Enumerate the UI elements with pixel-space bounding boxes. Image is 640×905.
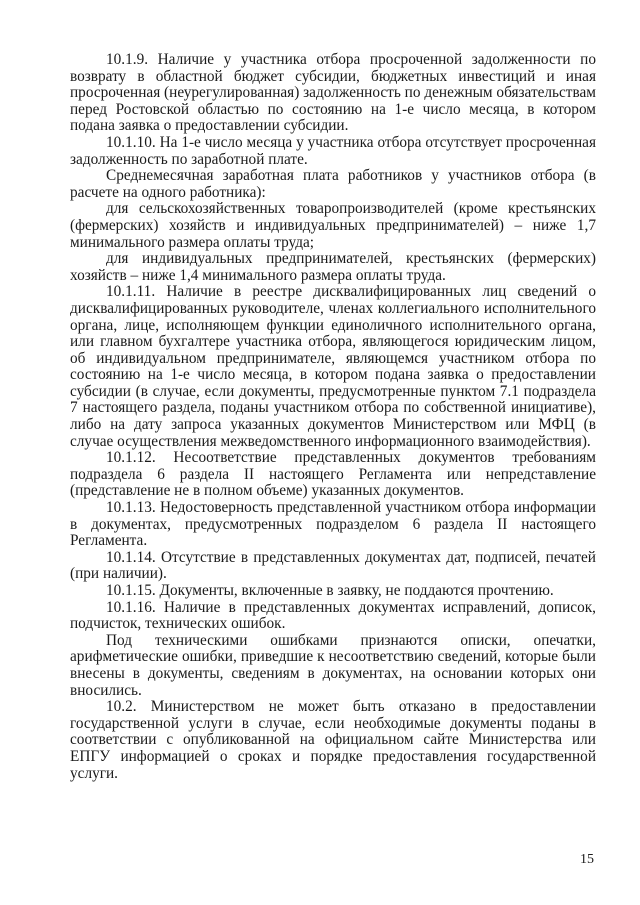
paragraph-10-1-11: 10.1.11. Наличие в реестре дисквалифицированных лиц сведений о дисквалифицированных руководителе, членах коллегиального исполнительного органа, лице, исполняющем функции единоличного исполнительного органа, или главном бухгалтере участника отбора, являющегося юридическим лицом, об индивидуальном предпринимателе, являющемся участником отбора по состоянию на 1-е число месяца, в котором подана заявка о предоставлении субсидии (в случае, если документы, предусмотренные пунктом 7.1 подраздела 7 настоящего раздела, поданы участником отбора по собственной инициативе), либо на дату запроса указанных документов Министерством или МФЦ (в случае осуществления межведомственного информационного взаимодействия). [70, 283, 596, 450]
paragraph-10-1-13: 10.1.13. Недостоверность представленной участником отбора информации в документах, предусмотренных подразделом 6 раздела II настоящего Регламента. [70, 499, 596, 550]
paragraph-technical-errors: Под техническими ошибками признаются описки, опечатки, арифметические ошибки, приведшие к несоответствию сведений, которые были внесены в документы, сведениям в документах, на основании которых они вносились. [70, 631, 596, 699]
document-page-body [70, 52, 596, 782]
paragraph-10-1-14: 10.1.14. Отсутствие в представленных документах дат, подписей, печатей (при наличии). [70, 548, 596, 583]
paragraph-average-salary: Среднемесячная заработная плата работников у участников отбора (в расчете на одного работника): [70, 167, 596, 201]
paragraph-10-1-15: 10.1.15. Документы, включенные в заявку, не поддаются прочтению. [106, 582, 554, 599]
paragraph-10-1-10: 10.1.10. На 1-е число месяца у участника отбора отсутствует просроченная задолженность по заработной плате. [70, 133, 596, 168]
paragraph-10-1-16: 10.1.16. Наличие в представленных документах исправлений, дописок, подчисток, технических ошибок. [70, 598, 596, 633]
paragraph-10-1-12: 10.1.12. Несоответствие представленных документов требованиям подраздела 6 раздела II настоящего Регламента или непредставление (представление не в полном объеме) указанных документов. [70, 449, 596, 500]
paragraph-10-1-9: 10.1.9. Наличие у участника отбора просроченной задолженности по возврату в областной бюджет субсидии, бюджетных инвестиций и иная просроченная (неурегулированная) задолженность по денежным обязательствам перед Ростовской областью по состоянию на 1-е число месяца, в котором подана заявка о предоставлении субсидии. [70, 51, 596, 135]
paragraph-10-2: 10.2. Министерством не может быть отказано в предоставлении государственной услуги в случае, если необходимые документы поданы в соответствии с опубликованной на официальном сайте Министерства или ЕПГУ информацией о сроках и порядке предоставления государственной услуги. [70, 698, 596, 782]
paragraph-agricultural-producers: для сельскохозяйственных товаропроизводителей (кроме крестьянских (фермерских) хозяйств и индивидуальных предпринимателей) – ниже 1,7 минимального размера оплаты труда; [70, 200, 596, 251]
paragraph-individual-entrepreneurs: для индивидуальных предпринимателей, крестьянских (фермерских) хозяйств – ниже 1,4 минимального размера оплаты труда. [70, 250, 596, 284]
page-number: 15 [580, 852, 594, 867]
